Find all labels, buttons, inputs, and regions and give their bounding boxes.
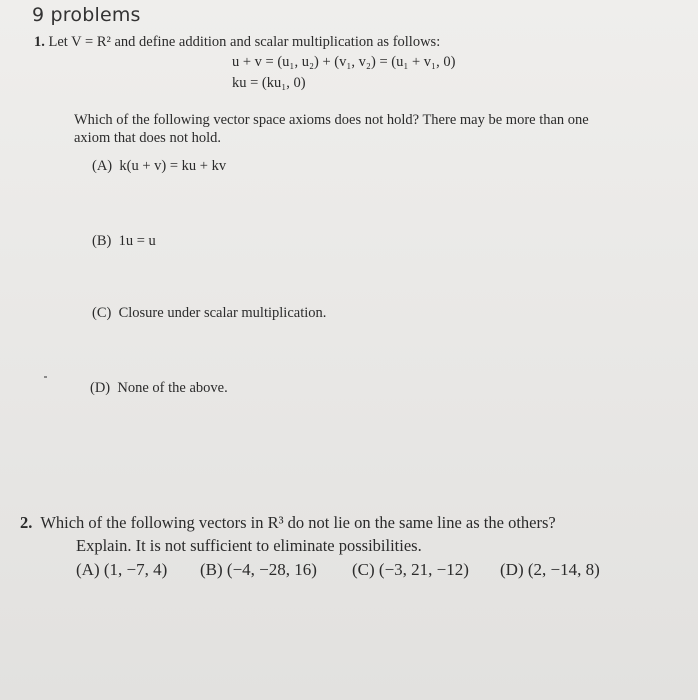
problem2-option-b: [200, 560, 317, 580]
problem2-question-line1: Which of the following vectors in R³ do not lie on the same line as the others?: [40, 513, 556, 532]
problem1-intro-text: Let V = R² and define addition and scalar multiplication as follows:: [48, 34, 441, 50]
problem1-question-line2: axiom that does not hold.: [74, 130, 221, 146]
option-label: (A): [76, 560, 100, 579]
problem1-addition-definition: u + v = (u₁, u₂) + (v₁, v₂) = (u₁ + v₁, 0): [232, 54, 456, 70]
problem1-question-line1: Which of the following vector space axioms does not hold? There may be more than one: [74, 112, 589, 128]
problem2-option-a: [76, 560, 167, 580]
option-label: (A): [92, 158, 113, 174]
problem2-question-line2: Explain. It is not sufficient to eliminate possibilities.: [76, 536, 422, 555]
option-text: None of the above.: [117, 380, 228, 396]
option-text: (2, −14, 8): [527, 560, 600, 579]
problem2-option-c: [352, 560, 469, 580]
problem1-option-b: [92, 233, 156, 250]
problem2-number: 2.: [20, 513, 33, 532]
option-text: k(u + v) = ku + kv: [119, 158, 227, 174]
problem2-option-d: [500, 560, 600, 580]
option-text: (−3, 21, −12): [378, 560, 469, 579]
problem1-scalar-definition: ku = (ku₁, 0): [232, 75, 306, 91]
problem1-intro: [34, 34, 440, 51]
option-label: (B): [92, 233, 112, 249]
option-label: (D): [500, 560, 524, 579]
option-label: (B): [200, 560, 223, 579]
option-label: (C): [352, 560, 375, 579]
option-label: (C): [92, 305, 112, 321]
option-text: (−4, −28, 16): [226, 560, 317, 579]
option-label: (D): [90, 380, 111, 396]
problem2-question: [20, 513, 556, 533]
option-text: (1, −7, 4): [103, 560, 168, 579]
problem1-option-d: [90, 380, 228, 397]
option-text: 1u = u: [118, 233, 156, 249]
option-text: Closure under scalar multiplication.: [118, 305, 327, 321]
page-header: 9 problems: [32, 4, 141, 26]
pencil-mark: [44, 376, 47, 378]
problem1-option-c: [92, 305, 326, 322]
problem1-option-a: [92, 158, 226, 175]
problem1-number: 1.: [34, 34, 45, 50]
